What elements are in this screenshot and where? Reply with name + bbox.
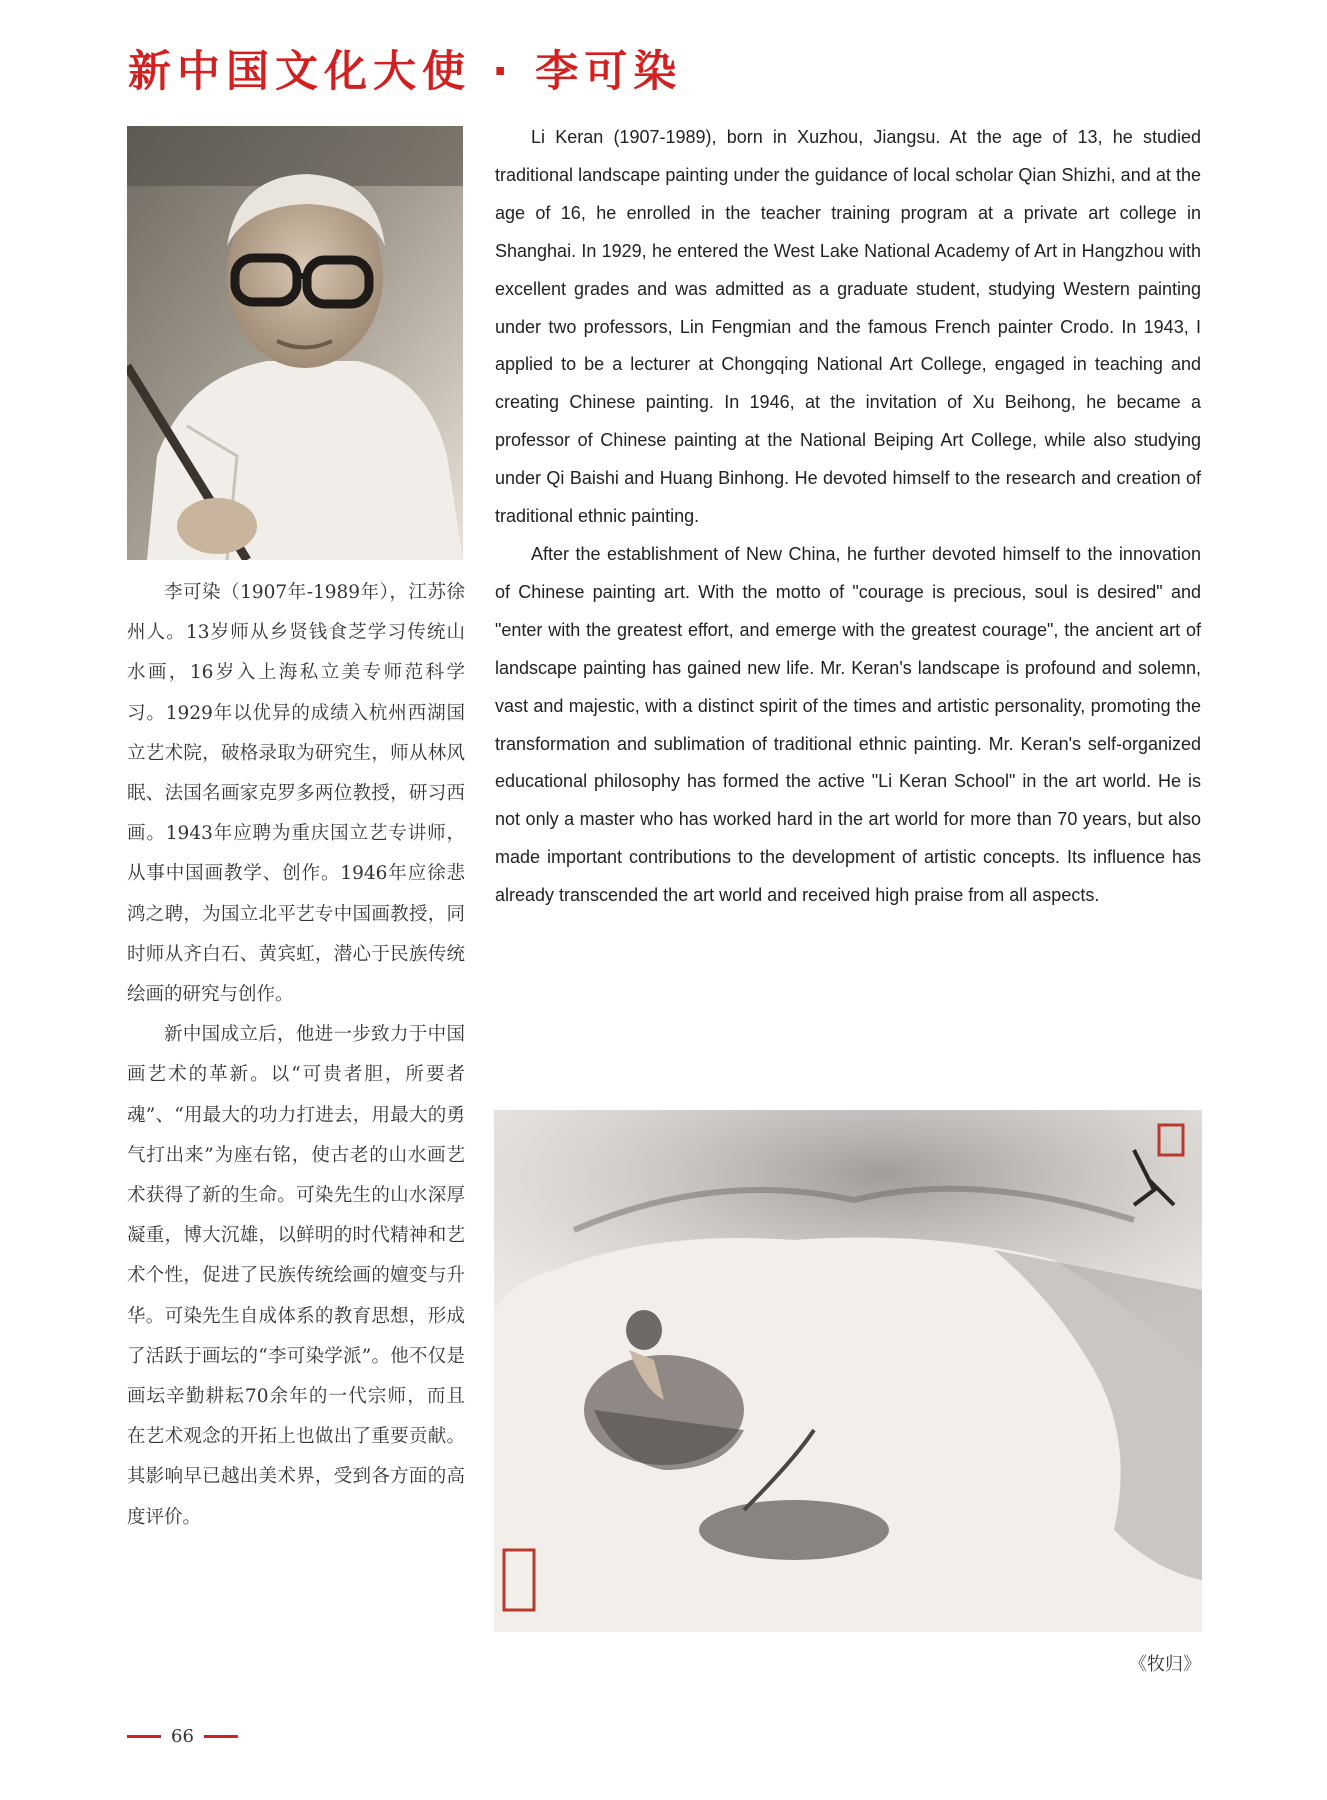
portrait-photo [127,126,463,560]
page-rule-left [127,1735,161,1738]
painting-image [494,1110,1202,1632]
page-number-text: 66 [171,1726,194,1747]
painting-caption: 《牧归》 [1129,1654,1201,1675]
page-rule-right [204,1735,238,1738]
en-paragraph: Li Keran (1907-1989), born in Xuzhou, Jiangsu. At the age of 13, he studied traditional landscape painting under the guidance of local scholar Qian Shizhi, and at the age of 16, he enrolled in the teacher training program at a private art college in Shanghai. In 1929, he entered the West Lake National Academy of Art in Hangzhou with excellent grades and was admitted as a graduate student, studying Western painting under two professors, Lin Fengmian and the famous French painter Crodo. In 1943, I applied to be a lecturer at Chongqing National Art College, engaged in teaching and creating Chinese painting. In 1946, at the invitation of Xu Beihong, he became a professor of Chinese painting at the National Beiping Art College, while also studying under Qi Baishi and Huang Binhong. He devoted himself to the research and creation of traditional ethnic painting. [495,127,1201,527]
page-title: 新中国文化大使 · 李可染 [128,47,683,97]
english-text-column [495,119,1201,915]
chinese-text-column [127,573,465,1538]
en-paragraph: After the establishment of New China, he further devoted himself to the innovation of Chinese painting art. With the motto of "courage is precious, soul is desired" and "enter with the greatest effort, and emerge with the greatest courage", the ancient art of landscape painting has gained new life. Mr. Keran's landscape is profound and solemn, vast and majestic, with a distinct spirit of the times and artistic personality, promoting the transformation and sublimation of traditional ethnic painting. Mr. Keran's self-organized educational philosophy has formed the active "Li Keran School" in the art world. He is not only a master who has worked hard in the art world for more than 70 years, but also made important contributions to the development of artistic concepts. Its influence has already transcended the art world and received high praise from all aspects. [495,543,1201,906]
zh-paragraph: 新中国成立后，他进一步致力于中国画艺术的革新。以“可贵者胆，所要者魂”、“用最大的功力打进去，用最大的勇气打出来”为座右铭，使古老的山水画艺术获得了新的生命。可染先生的山水深厚凝重，博大沉雄，以鲜明的时代精神和艺术个性，促进了民族传统绘画的嬗变与升华。可染先生自成体系的教育思想，形成了活跃于画坛的“李可染学派”。他不仅是画坛辛勤耕耘70余年的一代宗师，而且在艺术观念的开拓上也做出了重要贡献。其影响早已越出美术界，受到各方面的高度评价。 [127,1024,465,1528]
zh-paragraph: 李可染（1907年-1989年），江苏徐州人。13岁师从乡贤钱食芝学习传统山水画，16岁入上海私立美专师范科学习。1929年以优异的成绩入杭州西湖国立艺术院，破格录取为研究生，师从林风眠、法国名画家克罗多两位教授，研习西画。1943年应聘为重庆国立艺专讲师，从事中国画教学、创作。1946年应徐悲鸿之聘，为国立北平艺专中国画教授，同时师从齐白石、黄宾虹，潜心于民族传统绘画的研究与创作。 [127,582,465,1006]
page-number [127,1726,238,1747]
